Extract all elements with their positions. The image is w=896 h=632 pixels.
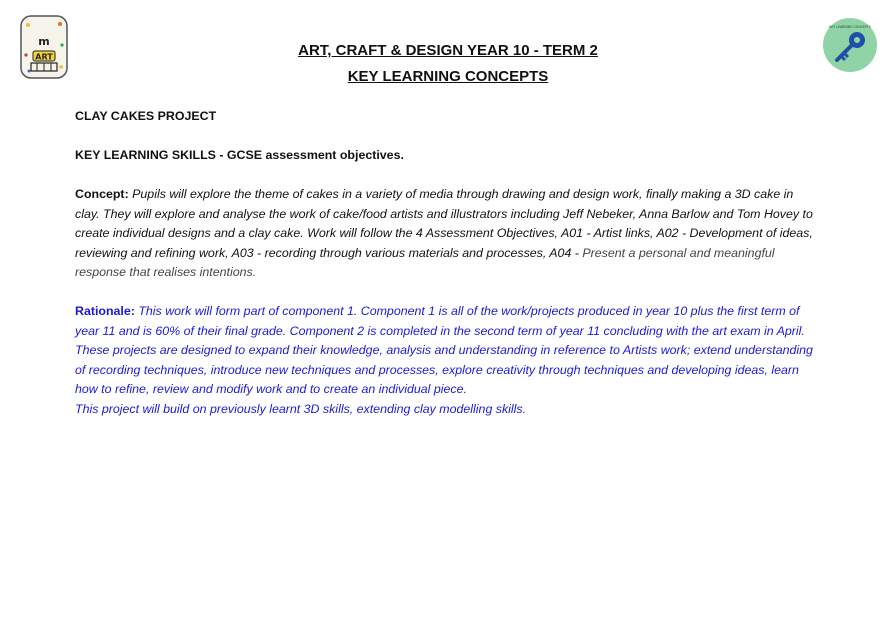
page-title: ART, CRAFT & DESIGN YEAR 10 - TERM 2	[298, 42, 598, 59]
concept-text: Pupils will explore the theme of cakes in a variety of media through drawing and design work, finally making a 3D cake in clay. They will explore and analyse the work of cake/food artists and illustrators including Jeff Nebeker, Anna Barlow and Tom Hovey to create individual designs and a clay cake. Work will follow the 4 Assessment Objectives, A01 - Artist links, A02 - Development of ideas, reviewing and refining work, A03 - recording through various materials and processes, A04 -	[75, 187, 813, 260]
concept-label: Concept:	[75, 187, 129, 201]
page-subtitle: KEY LEARNING CONCEPTS	[347, 68, 549, 85]
art-logo-letter: m	[38, 35, 50, 48]
page-header	[0, 38, 896, 90]
concept-paragraph	[75, 185, 820, 283]
rationale-paragraph-2: These projects are designed to expand their knowledge, analysis and understanding in reference to Artists work; extend understanding of recording techniques, introduce new techniques and processes, explore creativity through techniques and developing ideas, learn how to refine, review and modify work and to create an individual piece.	[75, 343, 813, 396]
document-body	[75, 107, 820, 439]
art-logo-text: ART	[35, 52, 53, 62]
rationale-text-1: This work will form part of component 1. Component 1 is all of the work/projects produced in year 10 plus the first term of year 11 and is 60% of their final grade. Component 2 is completed in the second term of year 11 concluding with the art exam in April.	[75, 304, 805, 338]
rationale-paragraph-1	[75, 302, 820, 341]
concept-text-tail: Present a personal and meaningful response that realises intentions.	[75, 245, 775, 279]
rationale-section	[75, 302, 820, 419]
rationale-paragraph-3: This project will build on previously learnt 3D skills, extending clay modelling skills.	[75, 401, 527, 416]
rationale-label: Rationale:	[75, 304, 135, 318]
project-title: CLAY CAKES PROJECT	[75, 109, 217, 123]
badge-text: KEY LEARNING CONCEPTS	[829, 25, 871, 29]
skills-heading: KEY LEARNING SKILLS - GCSE assessment objectives.	[75, 148, 404, 162]
